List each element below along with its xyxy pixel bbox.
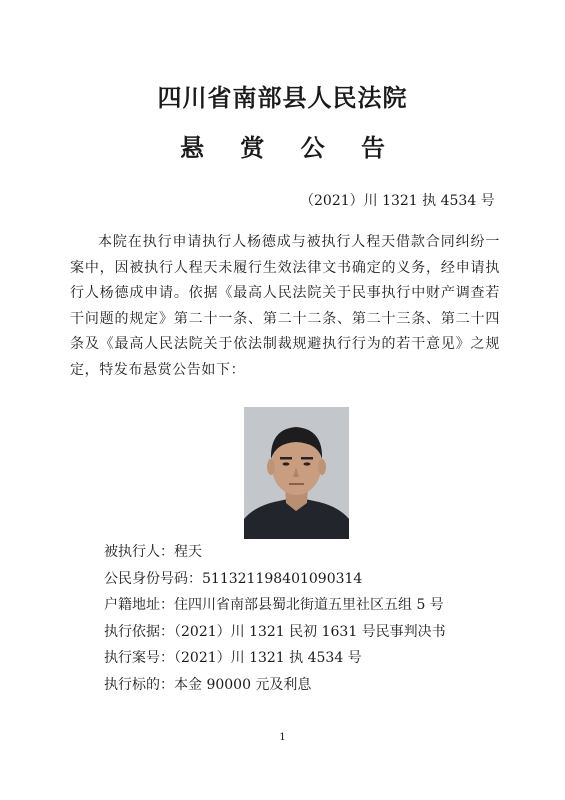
execution-basis: 执行依据：（2021）川 1321 民初 1631 号民事判决书: [104, 623, 446, 640]
debtor-name: 被执行人：程天: [104, 544, 202, 560]
notice-title: 悬 赏 公 告: [179, 133, 400, 162]
body-paragraph: 本院在执行申请执行人杨德成与被执行人程天借款合同纠纷一案中，因被执行人程天未履行生效法律文书确定的义务，经申请执行人杨德成申请。依据《最高人民法院关于民事执行中财产调查若干问题的规定》第二十一条、第二十二条、第二十三条、第二十四条及《最高人民法院关于依法制裁规避执行行为的若干意见》之规定，特发布悬赏公告如下：: [70, 234, 500, 378]
execution-case-number: 执行案号：（2021）川 1321 执 4534 号: [104, 650, 362, 666]
person-photo: [244, 407, 349, 539]
page-number: 1: [279, 732, 286, 743]
execution-subject: 执行标的：本金 90000 元及利息: [104, 676, 312, 693]
person-photo-image: [244, 407, 349, 539]
debtor-details: [104, 539, 524, 698]
debtor-residence: 户籍地址：住四川省南部县蜀北街道五里社区五组 5 号: [104, 597, 444, 613]
court-name: 四川省南部县人民法院: [157, 83, 408, 112]
case-number: （2021）川 1321 执 4534 号: [300, 193, 495, 209]
debtor-id-number: 公民身份号码：511321198401090314: [104, 570, 363, 587]
